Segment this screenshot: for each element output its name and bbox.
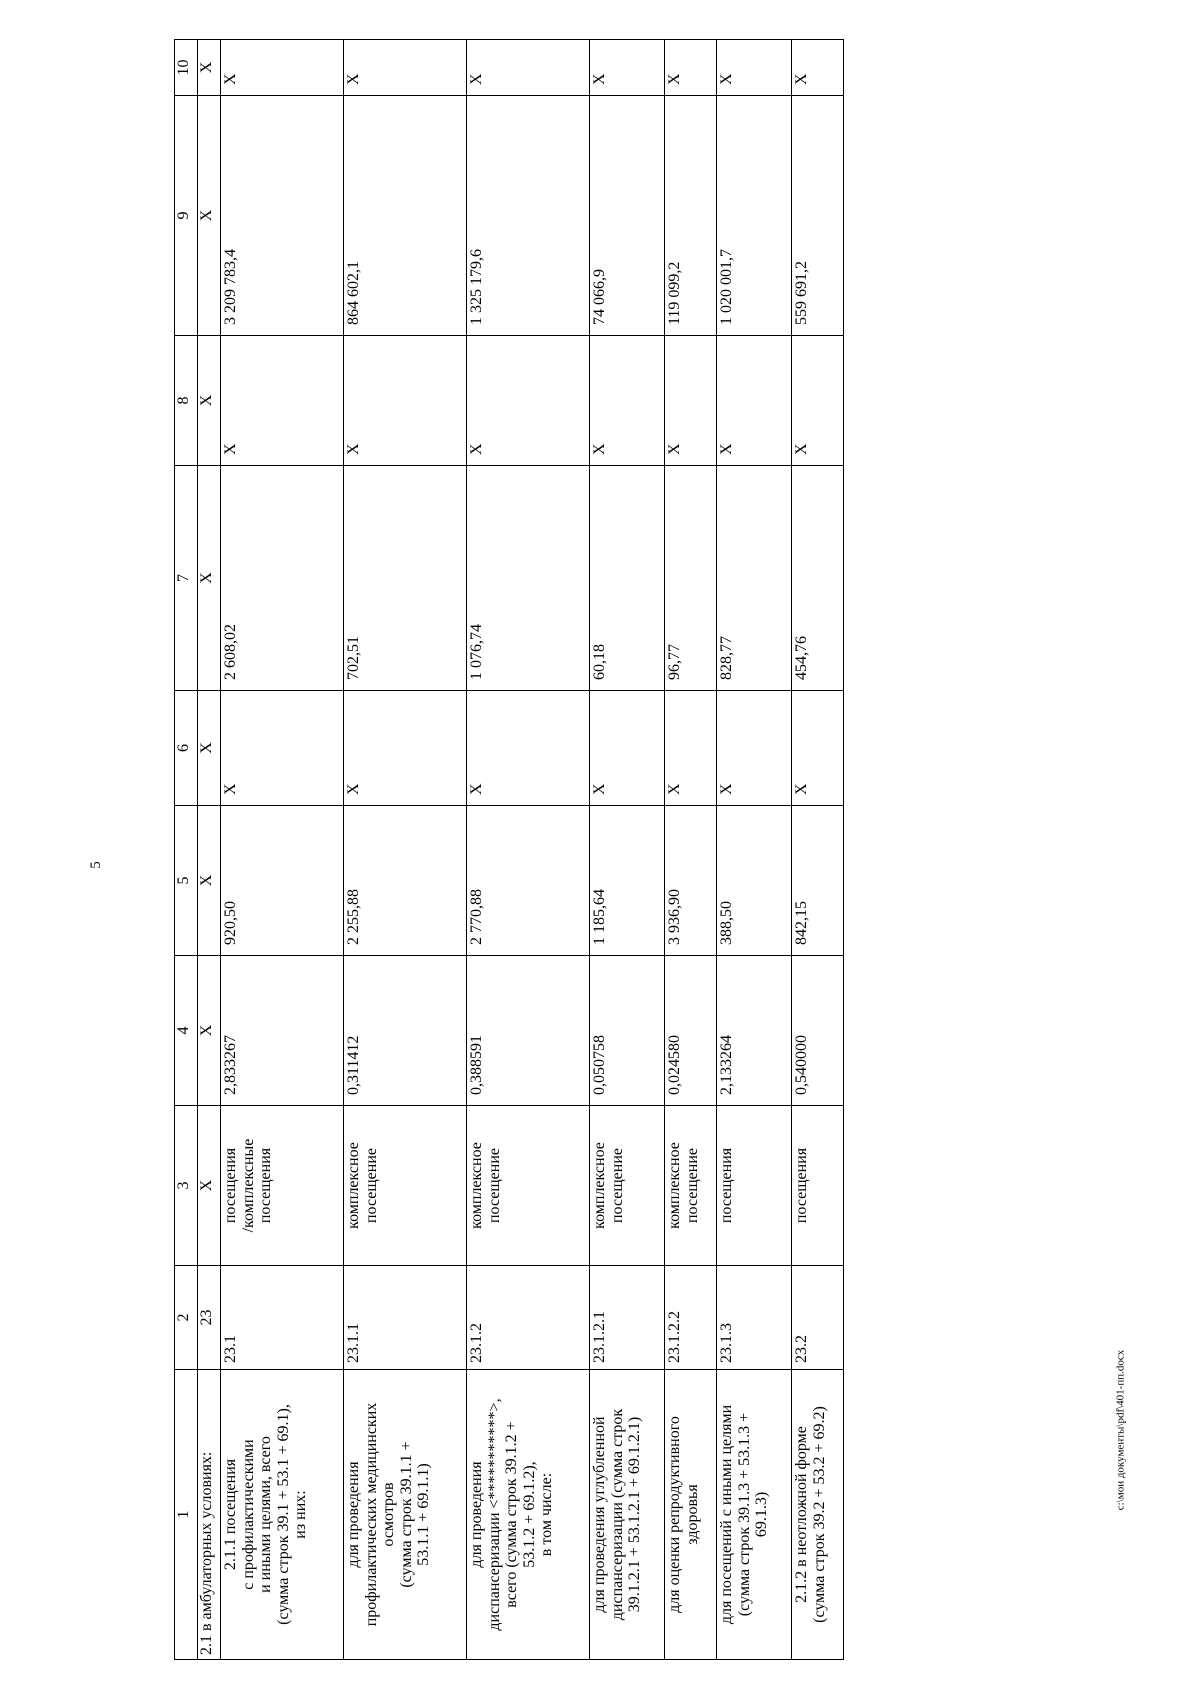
row-code: 23.1.2.1: [589, 1266, 664, 1370]
section-code: 23: [198, 1266, 221, 1370]
row-value-col4: 0,050758: [589, 956, 664, 1106]
column-number: 10: [175, 40, 198, 96]
row-value-col6: X: [716, 691, 791, 806]
row-value-col7: 60,18: [589, 466, 664, 691]
table-row: [589, 40, 664, 1660]
row-value-col9: 3 209 783,4: [221, 96, 344, 336]
row-value-col5: 2 770,88: [466, 806, 589, 956]
row-value-col5: 388,50: [716, 806, 791, 956]
row-value-col9: 559 691,2: [792, 96, 844, 336]
column-number: 4: [175, 956, 198, 1106]
row-value-col10: X: [665, 40, 717, 96]
section-cell: X: [198, 1106, 221, 1266]
row-value-col10: X: [716, 40, 791, 96]
section-cell: X: [198, 96, 221, 336]
row-value-col6: X: [792, 691, 844, 806]
row-value-col4: 0,540000: [792, 956, 844, 1106]
row-code: 23.1.2.2: [665, 1266, 717, 1370]
column-number: 7: [175, 466, 198, 691]
row-value-col5: 1 185,64: [589, 806, 664, 956]
row-name: для проведения диспансеризации <***********>, всего (сумма строк 39.1.2 + 53.1.2 + 69.1.2), в том числе:: [466, 1370, 589, 1660]
column-number: 1: [175, 1370, 198, 1660]
column-number: 3: [175, 1106, 198, 1266]
row-value-col4: 2,133264: [716, 956, 791, 1106]
row-value-col10: X: [343, 40, 466, 96]
row-code: 23.1.2: [466, 1266, 589, 1370]
row-value-col9: 1 020 001,7: [716, 96, 791, 336]
row-value-col5: 2 255,88: [343, 806, 466, 956]
table-row: [466, 40, 589, 1660]
column-number: 8: [175, 336, 198, 466]
row-value-col6: X: [466, 691, 589, 806]
section-row: [198, 40, 221, 1660]
table-row: [792, 40, 844, 1660]
row-value-col8: X: [221, 336, 344, 466]
row-value-col5: 842,15: [792, 806, 844, 956]
row-value-col6: X: [221, 691, 344, 806]
row-value-col6: X: [589, 691, 664, 806]
section-cell: X: [198, 40, 221, 96]
row-value-col4: 2,833267: [221, 956, 344, 1106]
column-number: 6: [175, 691, 198, 806]
row-name: для оценки репродуктивного здоровья: [665, 1370, 717, 1660]
row-value-col8: X: [343, 336, 466, 466]
row-unit: посещения: [716, 1106, 791, 1266]
column-number: 5: [175, 806, 198, 956]
row-value-col9: 1 325 179,6: [466, 96, 589, 336]
page-number: 5: [88, 861, 104, 869]
row-code: 23.1.1: [343, 1266, 466, 1370]
table-row: [665, 40, 717, 1660]
row-code: 23.2: [792, 1266, 844, 1370]
row-unit: комплексное посещение: [466, 1106, 589, 1266]
row-name: для проведения углубленной диспансеризации (сумма строк 39.1.2.1 + 53.1.2.1 + 69.1.2.1): [589, 1370, 664, 1660]
row-value-col7: 2 608,02: [221, 466, 344, 691]
section-title: 2.1 в амбулаторных условиях:: [198, 1370, 221, 1660]
row-value-col8: X: [665, 336, 717, 466]
row-value-col8: X: [716, 336, 791, 466]
row-name: 2.1.1 посещения с профилактическими и иными целями, всего (сумма строк 39.1 + 53.1 + 69.1), из них:: [221, 1370, 344, 1660]
row-unit: посещения: [792, 1106, 844, 1266]
row-name: для проведения профилактических медицинских осмотров (сумма строк 39.1.1 + 53.1.1 + 69.1.1): [343, 1370, 466, 1660]
row-unit: комплексное посещение: [343, 1106, 466, 1266]
row-value-col9: 119 099,2: [665, 96, 717, 336]
row-unit: комплексное посещение: [665, 1106, 717, 1266]
row-value-col6: X: [665, 691, 717, 806]
row-value-col8: X: [466, 336, 589, 466]
column-number: 2: [175, 1266, 198, 1370]
tariff-table-rotated: [174, 40, 844, 1660]
row-value-col7: 828,77: [716, 466, 791, 691]
row-value-col4: 0,311412: [343, 956, 466, 1106]
row-value-col4: 0,388591: [466, 956, 589, 1106]
row-value-col10: X: [221, 40, 344, 96]
row-value-col7: 454,76: [792, 466, 844, 691]
table-row: [716, 40, 791, 1660]
row-value-col6: X: [343, 691, 466, 806]
row-value-col7: 702,51: [343, 466, 466, 691]
footer-file-path: [1110, 1349, 1130, 1511]
column-number-row: [175, 40, 198, 1660]
row-value-col5: 3 936,90: [665, 806, 717, 956]
row-value-col10: X: [466, 40, 589, 96]
row-unit: комплексное посещение: [589, 1106, 664, 1266]
row-value-col7: 1 076,74: [466, 466, 589, 691]
row-name: для посещений с иными целями (сумма строк 39.1.3 + 53.1.3 + 69.1.3): [716, 1370, 791, 1660]
footer-path-text: c:\мои документы\pdf\401-пп.docx: [1114, 1349, 1127, 1511]
row-value-col8: X: [792, 336, 844, 466]
row-value-col10: X: [792, 40, 844, 96]
table-row: [343, 40, 466, 1660]
row-value-col5: 920,50: [221, 806, 344, 956]
row-value-col10: X: [589, 40, 664, 96]
row-name: 2.1.2 в неотложной форме (сумма строк 39.2 + 53.2 + 69.2): [792, 1370, 844, 1660]
table-row: [221, 40, 344, 1660]
row-code: 23.1.3: [716, 1266, 791, 1370]
tariff-table: [174, 39, 844, 1660]
section-cell: X: [198, 956, 221, 1106]
section-cell: X: [198, 691, 221, 806]
row-unit: посещения /комплексные посещения: [221, 1106, 344, 1266]
row-value-col8: X: [589, 336, 664, 466]
row-value-col7: 96,77: [665, 466, 717, 691]
section-cell: X: [198, 806, 221, 956]
column-number: 9: [175, 96, 198, 336]
section-cell: X: [198, 336, 221, 466]
row-value-col4: 0,024580: [665, 956, 717, 1106]
row-value-col9: 74 066,9: [589, 96, 664, 336]
row-code: 23.1: [221, 1266, 344, 1370]
row-value-col9: 864 602,1: [343, 96, 466, 336]
section-cell: X: [198, 466, 221, 691]
